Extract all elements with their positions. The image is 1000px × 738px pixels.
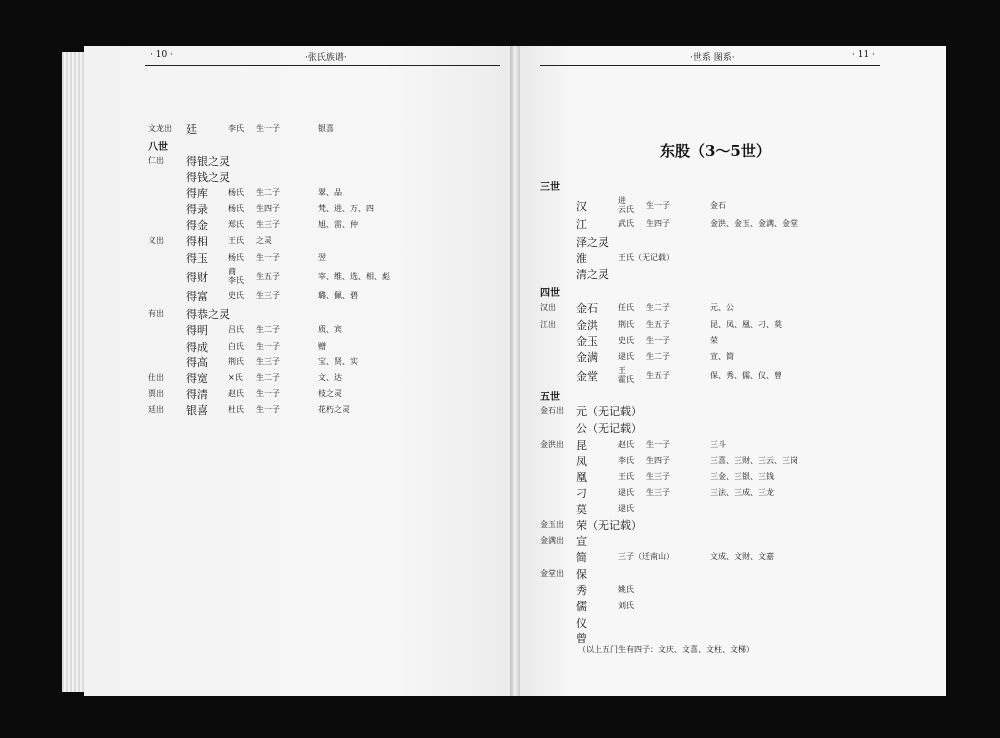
person-name: 曾 [576,632,587,645]
origin-label: 金洪出 [540,440,564,449]
sons-count: 生三子 [646,488,670,497]
spouse-name: 武氏 [618,219,634,228]
person-name: 金石 [576,302,598,315]
sons-count: 生一子 [646,336,670,345]
person-name: 儒 [576,600,587,613]
spouse-name: 任氏 [618,303,634,312]
sons-count: 生三子 [256,291,280,300]
spouse-name: 王氏 [228,236,244,245]
sons-count: 之灵 [256,236,272,245]
person-name: 得钱之灵 [186,171,230,184]
person-name: 元（无记载） [576,405,642,418]
person-name: 得恭之灵 [186,308,230,321]
spouse-name: 杨氏 [228,253,244,262]
sons-count: 生五子 [646,371,670,380]
person-name: 清之灵 [576,268,609,281]
person-name: 简 [576,551,587,564]
person-name: 得宽 [186,372,208,385]
sons-count: 生三子 [256,357,280,366]
person-name: 淮 [576,252,587,265]
sons-count: 生一子 [256,253,280,262]
person-name: 宣 [576,535,587,548]
sons-count: 生一子 [646,440,670,449]
spouse-name: 李氏 [228,124,244,133]
children-names: 元、公 [710,303,734,312]
person-name: 仪 [576,617,587,630]
origin-label: 廷出 [148,405,164,414]
spouse-name: 白氏 [228,342,244,351]
person-name: 莫 [576,503,587,516]
person-name: 得成 [186,341,208,354]
left-page-number: · 10 · [150,50,173,60]
spouse-name: 王氏（无记载） [618,253,674,262]
children-names: 金石 [710,201,726,210]
spouse-name: 赵氏 [228,389,244,398]
spouse-name: 姚氏 [618,585,634,594]
sons-count: 生一子 [256,342,280,351]
children-names: 金洪、金玉、金满、金堂 [710,219,798,228]
person-name: 廷 [186,123,197,136]
person-name: 凤 [576,455,587,468]
person-name: 昆 [576,439,587,452]
children-names: 宣、简 [710,352,734,361]
origin-label: 有出 [148,309,164,318]
person-name: 秀 [576,584,587,597]
section-title: 东股（3～5世） [660,142,771,160]
spouse-name: 王 霍氏 [618,366,634,384]
children-names: 枝之灵 [318,389,342,398]
person-name: 江 [576,218,587,231]
person-name: 得明 [186,324,208,337]
children-names: 质、宾 [318,325,342,334]
person-name: 银喜 [186,404,208,417]
children-names: 璐、佩、碧 [318,291,358,300]
children-names: 三斗 [710,440,726,449]
children-names: 昆、凤、凰、刁、莫 [710,320,782,329]
children-names: 三法、三成、三龙 [710,488,774,497]
sons-count: 生二子 [646,303,670,312]
children-names: 三喜、三财、三云、三岗 [710,456,798,465]
left-running-header: ·张氏族谱· [305,53,347,63]
right-header-rule [540,65,880,66]
person-name: 刁 [576,487,587,500]
children-names: 文、达 [318,373,342,382]
spouse-name: 吕氏 [228,325,244,334]
spouse-name: 史氏 [228,291,244,300]
spouse-name: 郑氏 [228,220,244,229]
person-name: 得相 [186,235,208,248]
sons-count: 生三子 [256,220,280,229]
sons-count: 生一子 [256,124,280,133]
origin-label: 贾出 [148,389,164,398]
children-names: 荣 [710,336,718,345]
person-name: 金堂 [576,370,598,383]
generation-heading: 四世 [540,288,560,299]
sons-count: 生二子 [256,373,280,382]
spouse-name: 逯氏 [618,488,634,497]
children-names: 梵、进、万、四 [318,204,374,213]
origin-label: 义出 [148,236,164,245]
sons-count: 生四子 [646,456,670,465]
person-name: 凰 [576,471,587,484]
right-page-number: · 11 · [852,50,875,60]
children-names: 保、秀、儒、仪、曾 [710,371,782,380]
person-name: 得金 [186,219,208,232]
children-names: 宰、维、选、相、彪 [318,272,390,281]
spouse-name: 杨氏 [228,204,244,213]
children-names: 翠、品 [318,188,342,197]
footnote: （以上五门生有四子：文庆、文喜、文柱、文梯） [578,645,754,654]
generation-heading: 五世 [540,392,560,403]
sons-count: 生四子 [256,204,280,213]
spouse-name: 三子（迁南山） [618,552,674,561]
origin-label: 汉出 [540,303,556,312]
spouse-name: 逯氏 [618,504,634,513]
spouse-name: 李氏 [618,456,634,465]
origin-label: 金玉出 [540,520,564,529]
spouse-name: 王氏 [618,472,634,481]
sons-count: 生二子 [256,188,280,197]
children-names: 银喜 [318,124,334,133]
sons-count: 生三子 [646,472,670,481]
person-name: 得银之灵 [186,155,230,168]
spouse-name: 史氏 [618,336,634,345]
person-name: 泽之灵 [576,236,609,249]
spouse-name: 赵氏 [618,440,634,449]
spouse-name: 商 李氏 [228,267,244,285]
person-name: 荣（无记载） [576,519,642,532]
children-names: 赠 [318,342,326,351]
generation-heading: 八世 [148,142,168,153]
sons-count: 生一子 [256,405,280,414]
children-names: 宝、贤、实 [318,357,358,366]
person-name: 得高 [186,356,208,369]
origin-label: 文龙出 [148,124,172,133]
person-name: 汉 [576,200,587,213]
person-name: 得库 [186,187,208,200]
person-name: 得富 [186,290,208,303]
spouse-name: 逯氏 [618,352,634,361]
book-spine [510,46,520,696]
spouse-name: 荆氏 [618,320,634,329]
person-name: 金满 [576,351,598,364]
sons-count: 生二子 [646,352,670,361]
origin-label: 仁出 [148,156,164,165]
spouse-name: 进 云氏 [618,196,634,214]
origin-label: 仕出 [148,373,164,382]
person-name: 得财 [186,271,208,284]
spouse-name: 荆氏 [228,357,244,366]
spouse-name: 杜氏 [228,405,244,414]
children-names: 旭、雷、仲 [318,220,358,229]
spouse-name: ×氏 [228,373,243,382]
sons-count: 生一子 [646,201,670,210]
spouse-name: 刘氏 [618,601,634,610]
origin-label: 金石出 [540,406,564,415]
sons-count: 生二子 [256,325,280,334]
right-running-header: ·世系 图系· [690,53,735,63]
origin-label: 江出 [540,320,556,329]
children-names: 翌 [318,253,326,262]
person-name: 得玉 [186,252,208,265]
sons-count: 生五子 [256,272,280,281]
person-name: 金洪 [576,319,598,332]
origin-label: 金满出 [540,536,564,545]
children-names: 文成、文财、文嘉 [710,552,774,561]
person-name: 保 [576,568,587,581]
person-name: 公（无记载） [576,422,642,435]
spouse-name: 杨氏 [228,188,244,197]
children-names: 花朽之灵 [318,405,350,414]
sons-count: 生一子 [256,389,280,398]
person-name: 得清 [186,388,208,401]
person-name: 得录 [186,203,208,216]
person-name: 金玉 [576,335,598,348]
left-header-rule [145,65,500,66]
sons-count: 生五子 [646,320,670,329]
generation-heading: 三世 [540,182,560,193]
origin-label: 金堂出 [540,569,564,578]
children-names: 三金、三银、三钱 [710,472,774,481]
sons-count: 生四子 [646,219,670,228]
